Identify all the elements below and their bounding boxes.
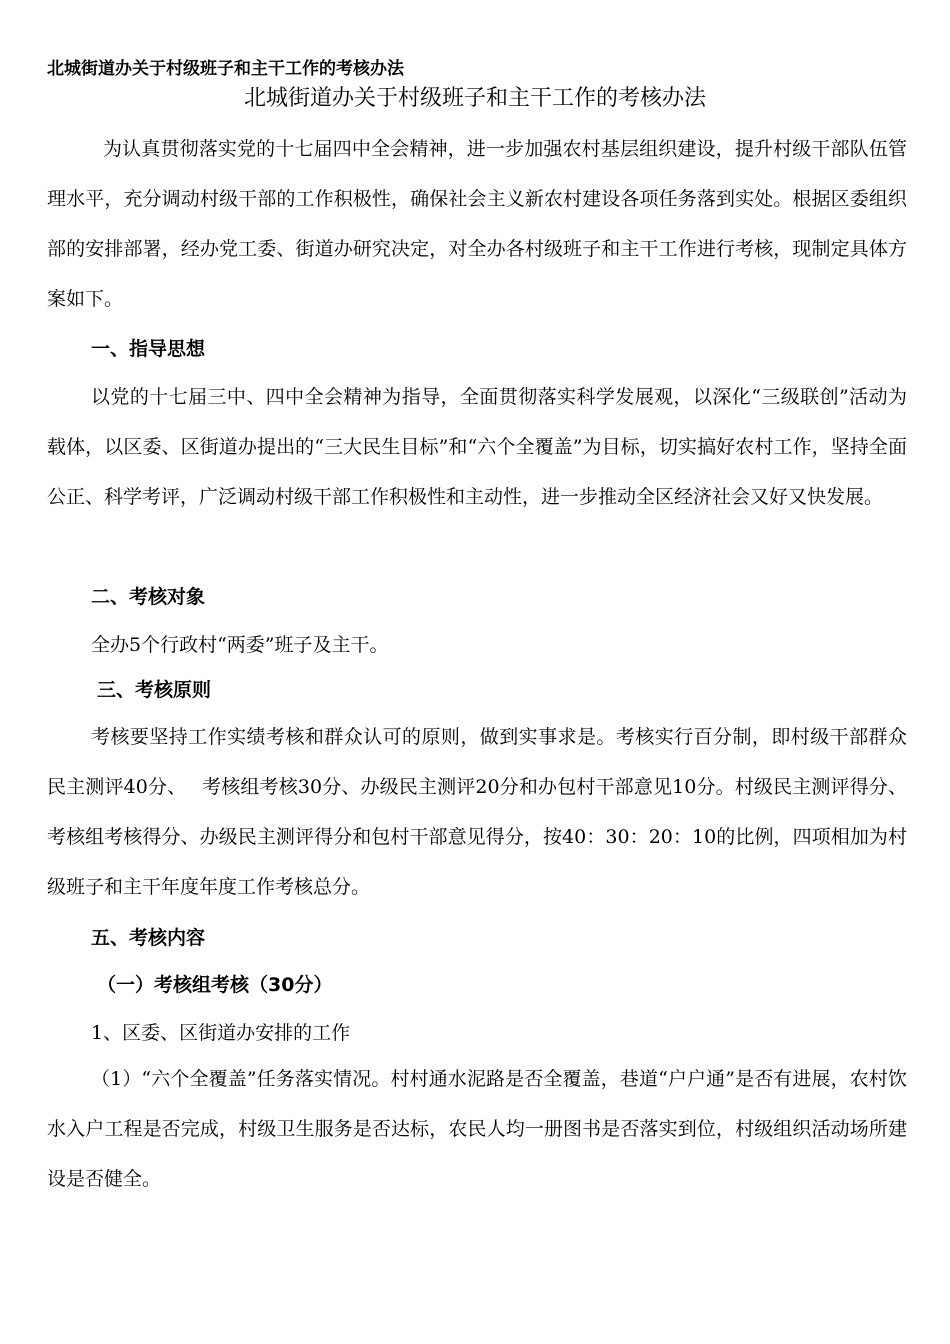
work-item-paragraph: 1、区委、区街道办安排的工作 — [91, 1022, 351, 1044]
work-item-detail-paragraph: （1）“六个全覆盖”任务落实情况。村村通水泥路是否全覆盖，巷道“户户通”是否有进展，农村饮水入户工程是否完成，村级卫生服务是否达标，农民人均一册图书是否落实到位，村级组织活动场所建设是否健全。 — [47, 1068, 907, 1190]
section-heading-principle: 三、考核原则 — [97, 679, 212, 701]
target-paragraph: 全办5个行政村“两委”班子及主干。 — [91, 634, 389, 656]
section-heading-content: 五、考核内容 — [91, 927, 206, 949]
principle-paragraph: 考核要坚持工作实绩考核和群众认可的原则，做到实事求是。考核实行百分制，即村级干部群众民主测评40分、 考核组考核30分、办级民主测评20分和办包村干部意见10分。村级民主测评得分、考核组考核得分、办级民主测评得分和包村干部意见得分，按40：30：20：10的比例，四项相加为村级班子和主干年度年度工作考核总分。 — [47, 726, 907, 898]
guide-paragraph: 以党的十七届三中、四中全会精神为指导，全面贯彻落实科学发展观，以深化“三级联创”活动为载体，以区委、区街道办提出的“三大民生目标”和“六个全覆盖”为目标，切实搞好农村工作，坚持全面公正、科学考评，广泛调动村级干部工作积极性和主动性，进一步推动全区经济社会又好又快发展。 — [47, 386, 907, 508]
sub-heading-assessment: （一）考核组考核（30分） — [97, 974, 333, 996]
document-title: 北城街道办关于村级班子和主干工作的考核办法 — [243, 86, 706, 111]
document-header: 北城街道办关于村级班子和主干工作的考核办法 — [47, 59, 404, 79]
section-heading-target: 二、考核对象 — [91, 586, 206, 608]
intro-paragraph: 为认真贯彻落实党的十七届四中全会精神，进一步加强农村基层组织建设，提升村级干部队伍管理水平，充分调动村级干部的工作积极性，确保社会主义新农村建设各项任务落到实处。根据区委组织部的安排部署，经办党工委、街道办研究决定，对全办各村级班子和主干工作进行考核，现制定具体方案如下。 — [47, 138, 907, 310]
section-heading-guide: 一、指导思想 — [91, 338, 206, 360]
